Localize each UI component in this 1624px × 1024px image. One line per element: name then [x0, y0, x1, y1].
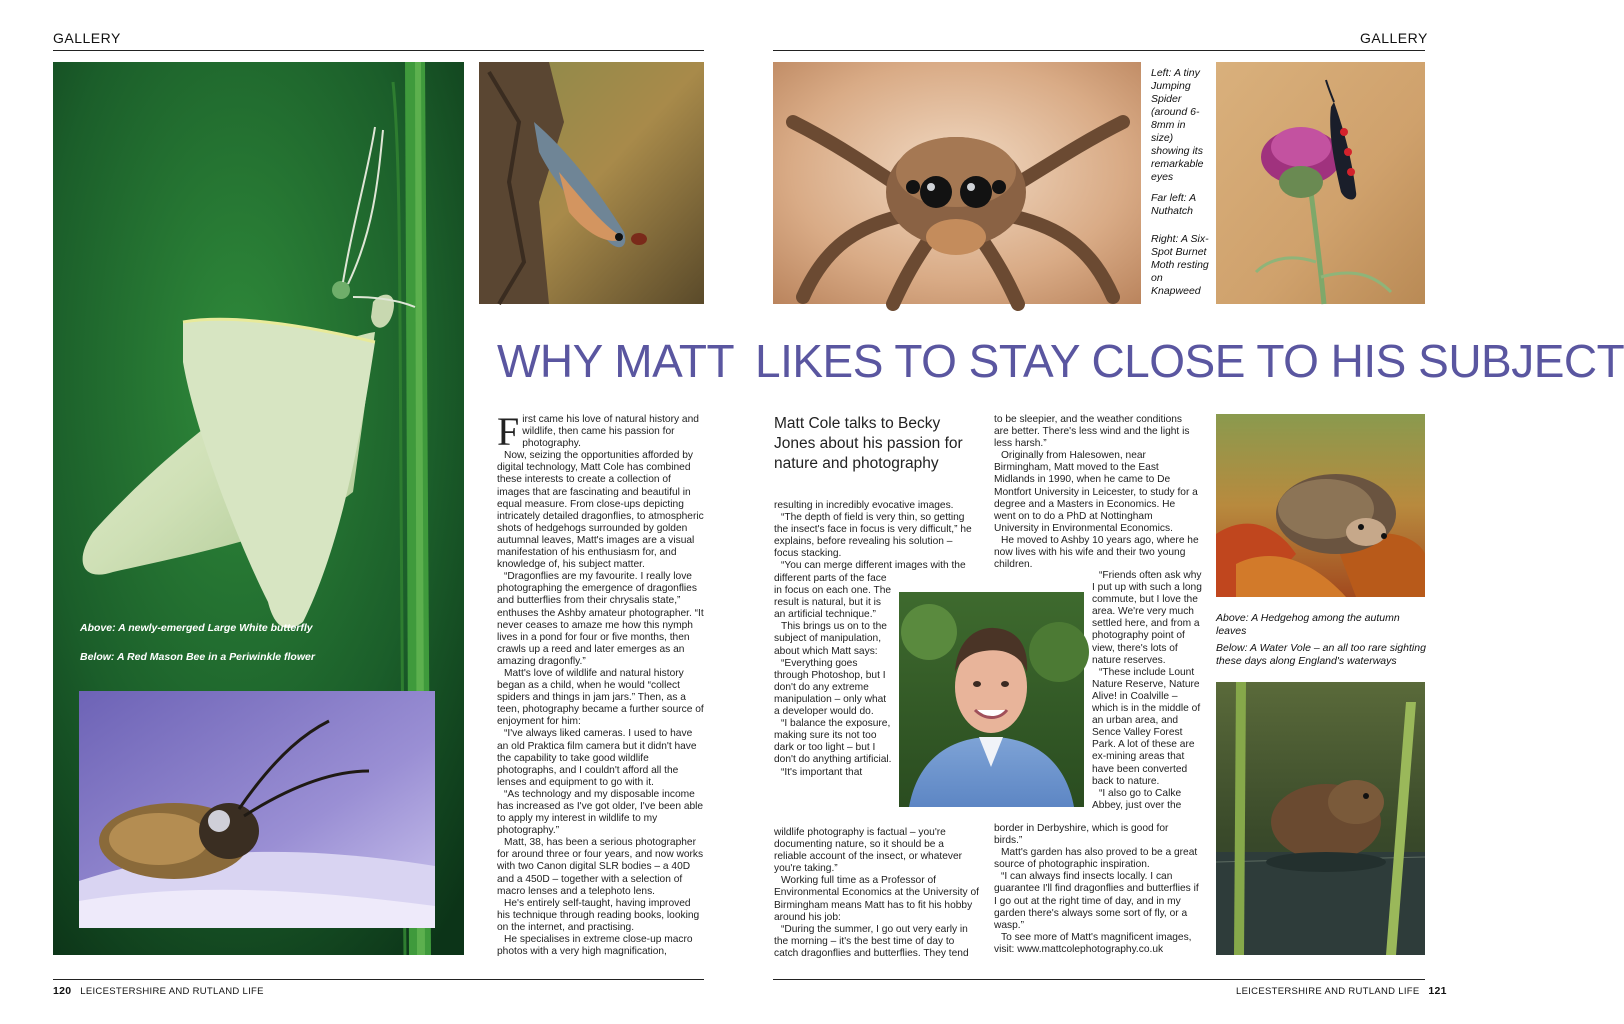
article-column-1	[497, 409, 704, 959]
headline-left: WHY MATT	[497, 335, 735, 387]
article-paragraph: “Everything goes through Photoshop, but I don't do any extreme manipulation – only what a developer would do.	[774, 657, 887, 718]
article-paragraph: Matt's love of wildlife and natural history began as a child, when he would “collect spiders and things in jam jars.” Then, as a teen, photography became a further source of enjoyment for him:	[497, 667, 704, 728]
article-paragraph: “I balance the exposure, making sure its not too dark or too light – but I don't do anything artificial.	[774, 718, 892, 766]
standfirst: Matt Cole talks to Becky Jones about his passion for nature and photography	[774, 415, 963, 472]
butterfly-caption: Above: A newly-emerged Large White butterfly	[80, 622, 313, 634]
nuthatch-photo	[479, 62, 704, 304]
article-paragraph: to be sleepier, and the weather conditions are better. There's less wind and the light is less harsh.”	[994, 414, 1190, 450]
article-paragraph: He moved to Ashby 10 years ago, where he now lives with his wife and their two young children.	[994, 534, 1199, 571]
bee-photo	[79, 691, 435, 928]
article-paragraph: “You can merge different images with the	[781, 560, 966, 572]
article-paragraph: “It's important that	[781, 766, 863, 778]
magazine-title-left: LEICESTERSHIRE AND RUTLAND LIFE	[80, 986, 264, 997]
page-number-right: 121	[1428, 985, 1447, 997]
left-section-label: GALLERY	[53, 30, 121, 46]
article-paragraph: resulting in incredibly evocative images.	[774, 500, 954, 511]
article-column-3-top	[994, 414, 1199, 571]
article-column-2-top	[774, 500, 979, 573]
article-paragraph: “I also go to Calke Abbey, just over the	[1092, 787, 1182, 811]
article-column-2-bottom	[774, 827, 979, 959]
right-folio	[1236, 985, 1447, 997]
article-paragraph: “The depth of field is very thin, so getting the insect's face in focus is very difficult,” he explains, before revealing his solution – focus stacking.	[774, 512, 972, 560]
article-paragraph: This brings us on to the subject of manipulation, about which Matt says:	[774, 621, 887, 657]
article-paragraph: Originally from Halesowen, near Birmingham, Matt moved to the East Midlands in 1990, when he came to De Montfort University in Leicester, to study for a degree and a Masters in Economics. He went on to do a PhD at Nottingham University in Environmental Economics.	[994, 450, 1198, 534]
article-paragraph: “I can always find insects locally. I can guarantee I'll find dragonflies and butterflies if I go out at the right time of day, and in my garden there's always some sort of fly, or a wasp.”	[994, 871, 1199, 931]
article-paragraph: To see more of Matt's magnificent images, visit: www.mattcolephotography.co.uk	[994, 931, 1192, 955]
article-column-2-narrow	[774, 573, 892, 823]
article-paragraph: “I've always liked cameras. I used to have an old Praktica film camera but it didn't have the capability to take good wildlife photographs, and I couldn't afford all the lenses and equipment to go with it.	[497, 728, 697, 788]
right-bottom-rule	[773, 979, 1425, 980]
article-paragraph: different parts of the face in focus on each one. The result is natural, but it is an artificial technique.”	[774, 573, 892, 621]
article-paragraph: Now, seizing the opportunities afforded by digital technology, Matt Cole has combined these interests to create a collection of images that are fascinating and beautiful in equal measure. From close-ups depicting intricately detailed dragonflies, to atmospheric shots of hedgehogs surrounded by golden autumnal leaves, Matt's images are a visual manifestation of his enthusiasm for, and knowledge of, his subject matter.	[497, 450, 704, 571]
article-paragraph: “During the summer, I go out very early in the morning – it's the best time of day to catch dragonflies and butterflies. They tend	[774, 923, 969, 959]
moth-photo	[1216, 62, 1425, 304]
headline-right: LIKES TO STAY CLOSE TO HIS SUBJECT	[755, 335, 1624, 387]
article-paragraph: Matt, 38, has been a serious photographer for around three or four years, and now works with two Canon digital SLR bodies – a 40D and a 450D – together with a selection of macro lenses and a telephoto lens.	[497, 837, 704, 897]
drop-cap: F	[497, 409, 520, 454]
article-paragraph: He's entirely self-taught, having improved his technique through reading books, looking on the internet, and practising.	[497, 897, 700, 933]
article-paragraph: wildlife photography is factual – you're documenting nature, so it should be a reliable account of the insect, or whatever you're taking.”	[774, 827, 963, 875]
article-paragraph: He specialises in extreme close-up macro photos with a very high magnification,	[497, 934, 693, 958]
portrait-photo	[899, 592, 1084, 807]
article-paragraph: Working full time as a Professor of Environmental Economics at the University of Birmingham means Matt has to fit his hobby around his job:	[774, 875, 979, 923]
hedgehog-photo	[1216, 414, 1425, 597]
page-number-left: 120	[53, 985, 72, 997]
article-column-3-narrow	[1092, 570, 1202, 815]
nuthatch-caption: Far left: A Nuthatch	[1151, 192, 1196, 217]
right-top-rule	[773, 50, 1425, 51]
water-vole-photo	[1216, 682, 1425, 955]
vole-caption: Below: A Water Vole – an all too rare sighting these days along England's waterways	[1216, 642, 1426, 667]
article-paragraph: “Dragonflies are my favourite. I really love photographing the emergence of dragonflies and butterflies from their chrysalis state,” enthuses the Ashby amateur photographer. “It never ceases to amaze me how this nymph lives in a pond for four or five months, then crawls up a reed and later emerges as an amazing dragonfly.”	[497, 571, 704, 667]
article-paragraph: “Friends often ask why I put up with such a long commute, but I love the area. We're very much settled here, and from a photography point of view, there's lots of nature reserves.	[1092, 570, 1202, 666]
article-column-3-bottom	[994, 823, 1199, 959]
hedgehog-caption: Above: A Hedgehog among the autumn leaves	[1216, 612, 1400, 637]
left-top-rule	[53, 50, 704, 51]
article-paragraph: “As technology and my disposable income has increased as I've got older, I've been able to apply my interest in wildlife to my photography.”	[497, 788, 704, 837]
magazine-title-right: LEICESTERSHIRE AND RUTLAND LIFE	[1236, 986, 1420, 997]
article-paragraph: “These include Lount Nature Reserve, Nature Alive! in Coalville – which is in the middle of an urban area, and Sence Valley Forest Park. A lot of these are ex-mining areas that have been converted back to nature.	[1092, 666, 1201, 787]
right-section-label: GALLERY	[1360, 30, 1428, 46]
article-paragraph: Matt's garden has also proved to be a great source of photographic inspiration.	[994, 847, 1198, 871]
article-lead: irst came his love of natural history and wildlife, then came his passion for photography.	[522, 414, 699, 450]
bee-caption: Below: A Red Mason Bee in a Periwinkle flower	[80, 651, 315, 663]
left-bottom-rule	[53, 979, 704, 980]
spider-photo	[773, 62, 1141, 304]
moth-caption: Right: A Six-Spot Burnet Moth resting on Knapweed	[1151, 233, 1209, 297]
spider-caption: Left: A tiny Jumping Spider (around 6-8mm in size) showing its remarkable eyes	[1151, 67, 1204, 183]
article-paragraph: border in Derbyshire, which is good for birds.”	[994, 823, 1169, 847]
left-folio	[53, 985, 264, 997]
